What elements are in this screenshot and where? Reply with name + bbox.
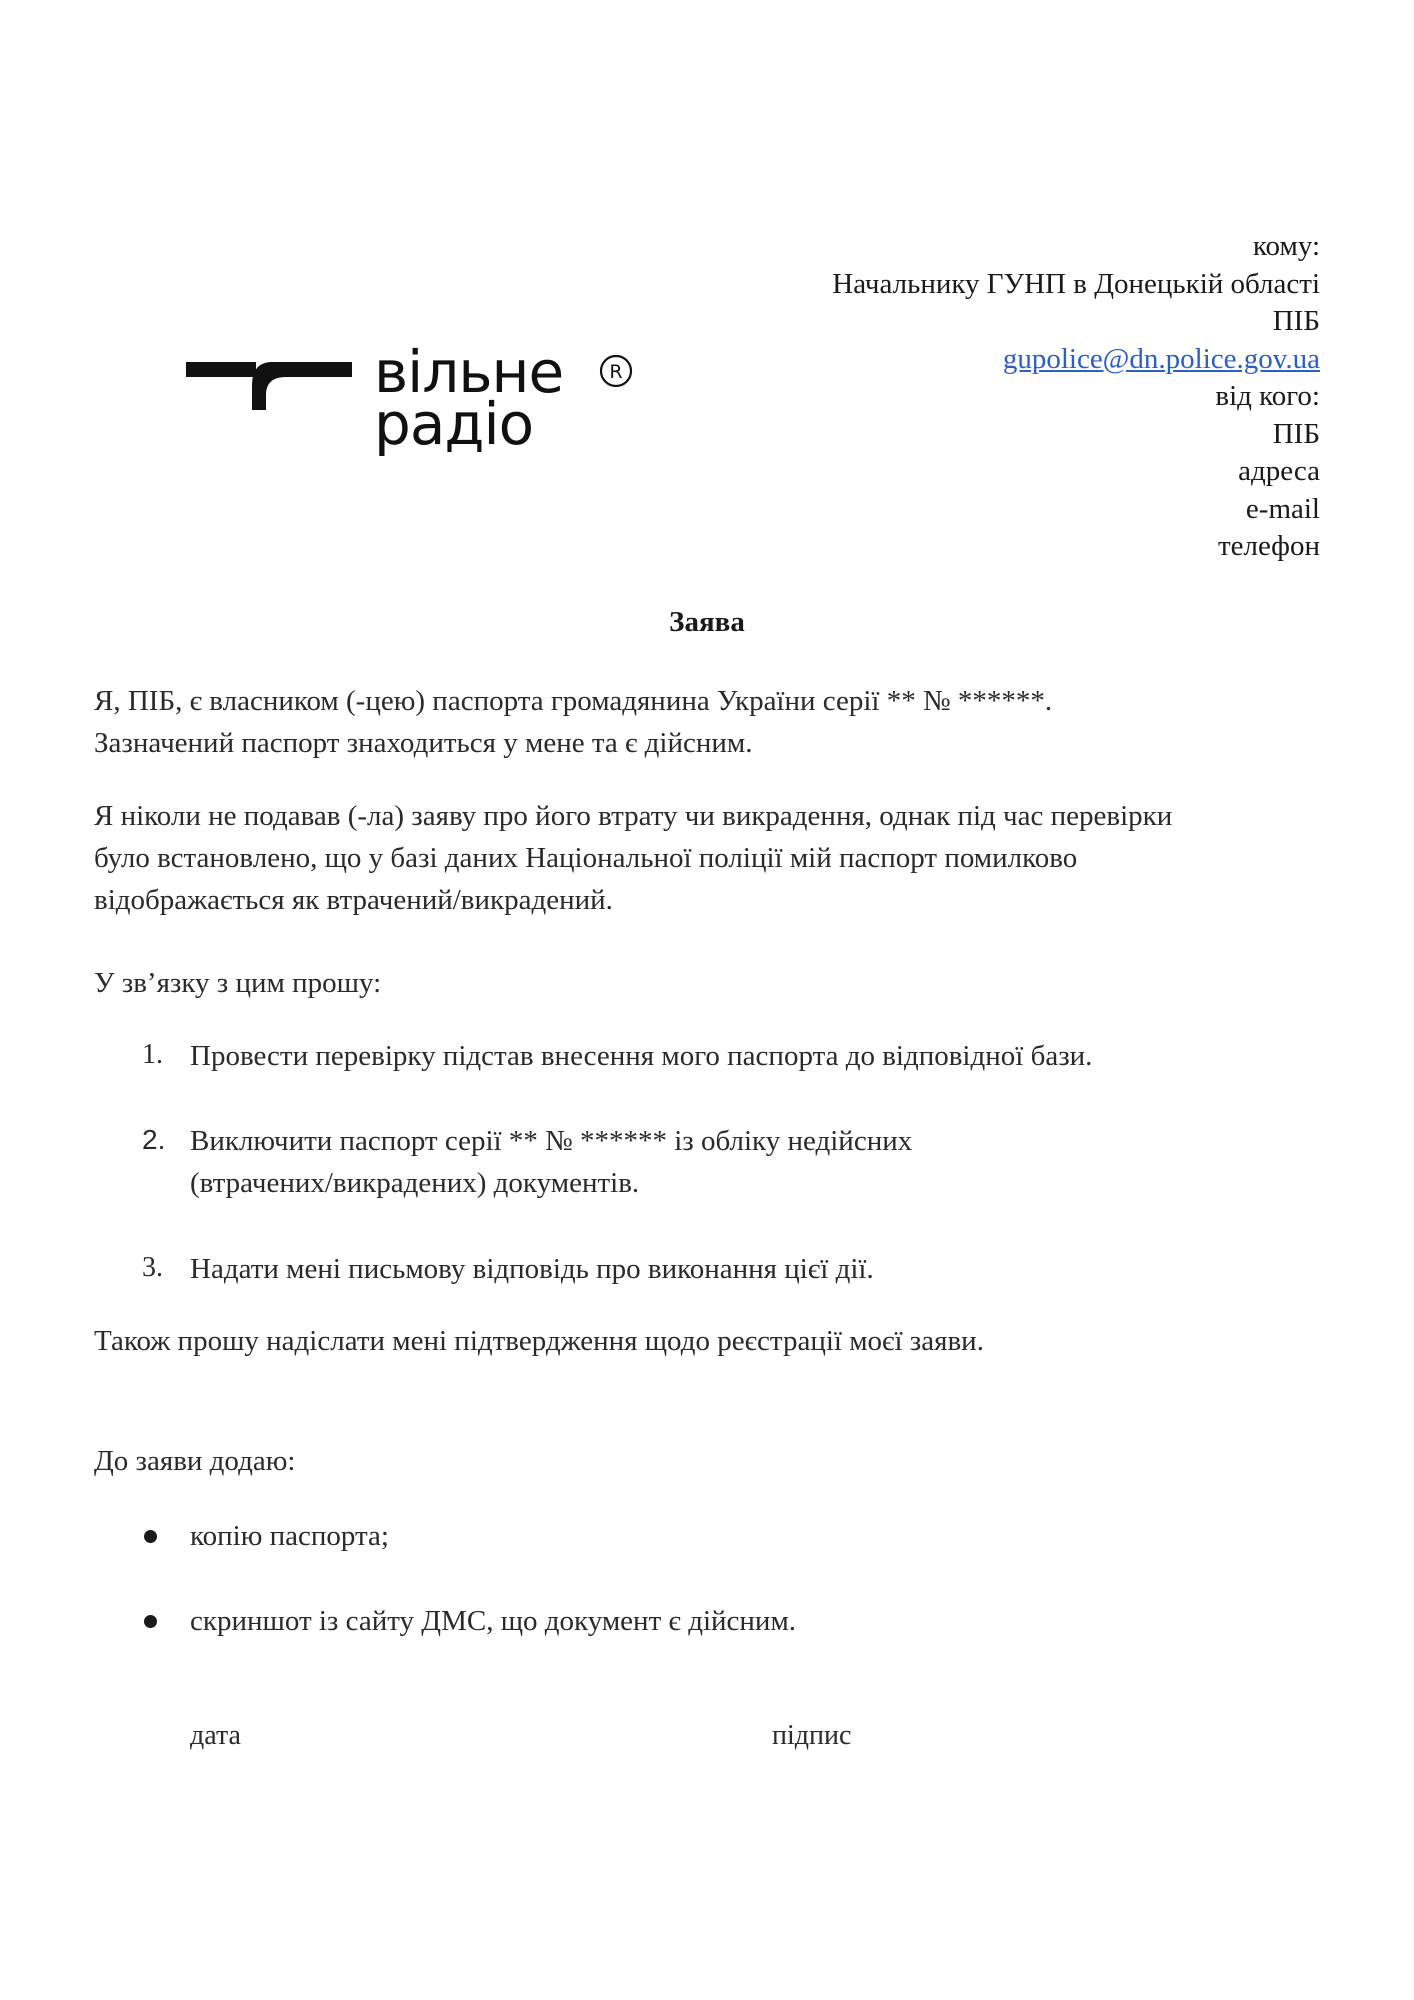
from-email: e-mail [1245, 492, 1320, 525]
attachments-intro [94, 1440, 1334, 1482]
logo-line-2: радіо [374, 390, 534, 458]
list-item-2 [190, 1120, 912, 1204]
from-label: від кого: [1215, 380, 1320, 412]
intro-paragraph [94, 680, 1334, 764]
confirmation-text: Також прошу надіслати мені підтвердження щодо реєстрації моєї заяви. [94, 1325, 984, 1357]
intro-line-1: Я, ПІБ, є власником (-цею) паспорта громадянина України серії ** № ******. [94, 685, 1053, 717]
svg-text:R: R [609, 361, 623, 383]
statement-paragraph [94, 795, 1334, 921]
confirmation-paragraph [94, 1320, 1334, 1362]
address-block [832, 228, 1320, 566]
to-name: ПІБ [1272, 305, 1320, 337]
list-item-2-line-1: Виключити паспорт серії ** № ****** із обліку недійсних [190, 1125, 913, 1157]
request-intro-text: У зв’язку з цим прошу: [94, 967, 382, 999]
statement-line-3: відображається як втрачений/викрадений. [94, 884, 613, 916]
attachment-item-2-text: скриншот із сайту ДМС, що документ є дійсним. [190, 1605, 797, 1637]
list-item-1-line-1: Провести перевірку підстав внесення мого паспорта до відповідної бази. [190, 1040, 1093, 1072]
bullet-icon [144, 1530, 157, 1543]
to-position: Начальнику ГУНП в Донецькій області [832, 267, 1320, 300]
statement-line-2: було встановлено, що у базі даних Національної поліції мій паспорт помилково [94, 842, 1078, 874]
list-number-2: 2. [142, 1124, 166, 1155]
intro-line-2: Зазначений паспорт знаходиться у мене та є дійсним. [94, 727, 753, 759]
attachment-item-1 [190, 1515, 389, 1557]
logo-wordmark [374, 338, 564, 458]
list-item-2-line-2: (втрачених/викрадених) документів. [190, 1167, 640, 1199]
list-item-3 [190, 1248, 874, 1290]
logo-mark-icon [186, 350, 356, 410]
registered-mark-icon [599, 354, 633, 388]
date-label: дата [190, 1720, 241, 1751]
list-number-1: 1. [142, 1039, 163, 1070]
request-intro [94, 962, 1334, 1004]
from-phone: телефон [1217, 530, 1320, 562]
attachments-intro-text: До заяви додаю: [94, 1445, 296, 1477]
from-name: ПІБ [1272, 417, 1320, 450]
document-title: Заява [669, 606, 745, 638]
statement-line-1: Я ніколи не подавав (-ла) заяву про його втрату чи викрадення, однак під час перевірки [94, 800, 1173, 832]
from-address: адреса [1238, 455, 1320, 487]
list-item-1 [190, 1035, 1092, 1077]
to-label: кому: [1252, 230, 1320, 262]
attachment-item-1-text: копію паспорта; [190, 1520, 389, 1552]
signature-label: підпис [772, 1720, 852, 1751]
list-number-3: 3. [142, 1252, 163, 1283]
attachment-item-2 [190, 1600, 796, 1642]
logo-line-1: вільне [374, 338, 564, 406]
list-item-3-line-1: Надати мені письмову відповідь про виконання цієї дії. [190, 1253, 874, 1285]
logo [186, 338, 656, 480]
bullet-icon [144, 1615, 157, 1628]
to-email-link[interactable]: gupolice@dn.police.gov.ua [1002, 342, 1320, 375]
